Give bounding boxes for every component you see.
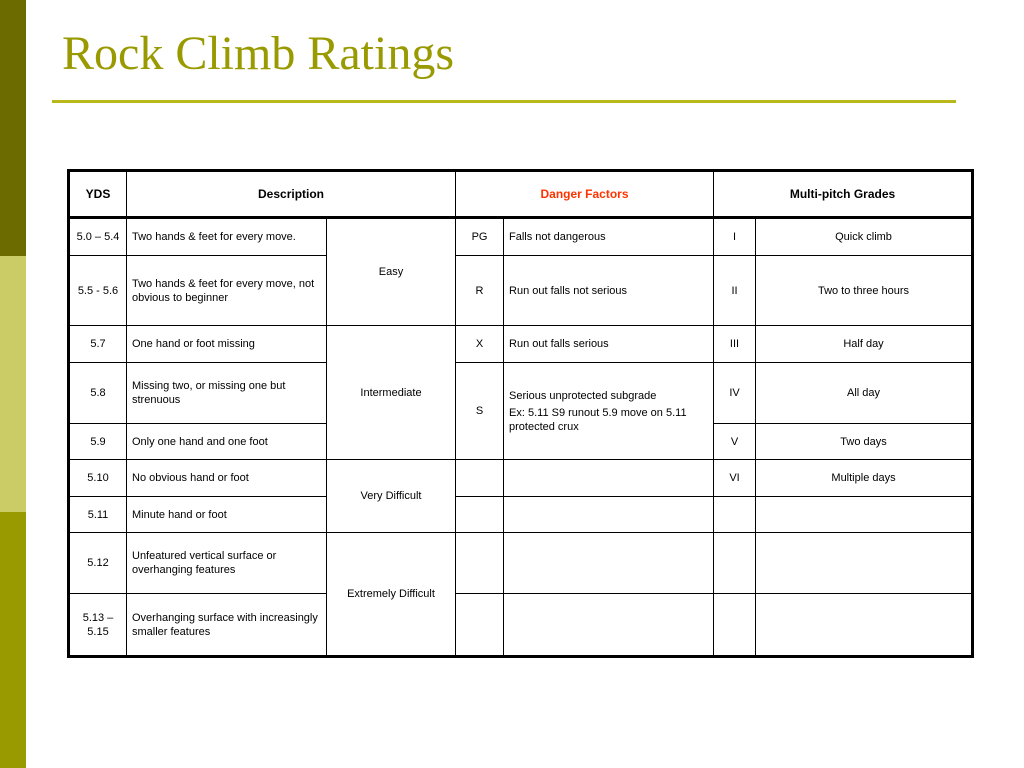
danger-desc-cell [504, 362, 714, 459]
header-yds: YDS [69, 171, 127, 218]
description-cell: Two hands & feet for every move, not obvious to beginner [127, 256, 327, 326]
empty-cell [714, 594, 756, 657]
slide-title: Rock Climb Ratings [62, 27, 455, 80]
empty-cell [456, 533, 504, 594]
empty-cell [504, 594, 714, 657]
yds-cell: 5.10 [69, 460, 127, 497]
grade-desc-cell: Quick climb [756, 218, 973, 256]
difficulty-cell: Very Difficult [327, 460, 456, 533]
grade-desc-cell: Two to three hours [756, 256, 973, 326]
danger-s-line2: Ex: 5.11 S9 runout 5.9 move on 5.11 protected crux [509, 406, 687, 433]
table-row [69, 326, 973, 363]
table-row [69, 362, 973, 423]
description-cell: No obvious hand or foot [127, 460, 327, 497]
empty-cell [456, 460, 504, 497]
danger-desc-cell: Run out falls serious [504, 326, 714, 363]
difficulty-cell: Intermediate [327, 326, 456, 460]
description-cell: Minute hand or foot [127, 496, 327, 533]
yds-cell: 5.9 [69, 423, 127, 460]
grade-cell: VI [714, 460, 756, 497]
difficulty-cell: Extremely Difficult [327, 533, 456, 657]
header-description: Description [127, 171, 456, 218]
grade-cell: IV [714, 362, 756, 423]
table-row [69, 496, 973, 533]
empty-cell [504, 533, 714, 594]
danger-code-cell: X [456, 326, 504, 363]
empty-cell [714, 496, 756, 533]
ratings-table [67, 169, 974, 658]
yds-cell: 5.5 - 5.6 [69, 256, 127, 326]
grade-desc-cell: Half day [756, 326, 973, 363]
grade-cell: V [714, 423, 756, 460]
empty-cell [504, 460, 714, 497]
grade-desc-cell: All day [756, 362, 973, 423]
title-underline [52, 100, 956, 103]
empty-cell [456, 496, 504, 533]
yds-cell: 5.11 [69, 496, 127, 533]
sidebar-stripe-bottom [0, 512, 26, 768]
grade-desc-cell: Multiple days [756, 460, 973, 497]
danger-desc-cell: Run out falls not serious [504, 256, 714, 326]
empty-cell [714, 533, 756, 594]
description-cell: Missing two, or missing one but strenuous [127, 362, 327, 423]
description-cell: Two hands & feet for every move. [127, 218, 327, 256]
danger-s-line1: Serious unprotected subgrade [509, 389, 657, 402]
yds-cell: 5.7 [69, 326, 127, 363]
description-cell: One hand or foot missing [127, 326, 327, 363]
description-cell: Only one hand and one foot [127, 423, 327, 460]
danger-desc-cell: Falls not dangerous [504, 218, 714, 256]
table-row [69, 594, 973, 657]
description-cell: Overhanging surface with increasingly smaller features [127, 594, 327, 657]
table-row [69, 533, 973, 594]
header-danger-factors: Danger Factors [456, 171, 714, 218]
empty-cell [504, 496, 714, 533]
danger-code-cell: S [456, 362, 504, 459]
table-row [69, 256, 973, 326]
table-row [69, 460, 973, 497]
yds-cell: 5.0 – 5.4 [69, 218, 127, 256]
table-row [69, 218, 973, 256]
grade-cell: II [714, 256, 756, 326]
sidebar-stripe-top [0, 0, 26, 256]
header-multipitch-grades: Multi-pitch Grades [714, 171, 973, 218]
empty-cell [756, 496, 973, 533]
empty-cell [456, 594, 504, 657]
difficulty-cell: Easy [327, 218, 456, 326]
header-row [69, 171, 973, 218]
grade-cell: I [714, 218, 756, 256]
grade-desc-cell: Two days [756, 423, 973, 460]
sidebar-stripe-middle [0, 256, 26, 512]
description-cell: Unfeatured vertical surface or overhanging features [127, 533, 327, 594]
yds-cell: 5.8 [69, 362, 127, 423]
danger-code-cell: PG [456, 218, 504, 256]
empty-cell [756, 594, 973, 657]
empty-cell [756, 533, 973, 594]
yds-cell: 5.13 – 5.15 [69, 594, 127, 657]
grade-cell: III [714, 326, 756, 363]
danger-code-cell: R [456, 256, 504, 326]
yds-cell: 5.12 [69, 533, 127, 594]
